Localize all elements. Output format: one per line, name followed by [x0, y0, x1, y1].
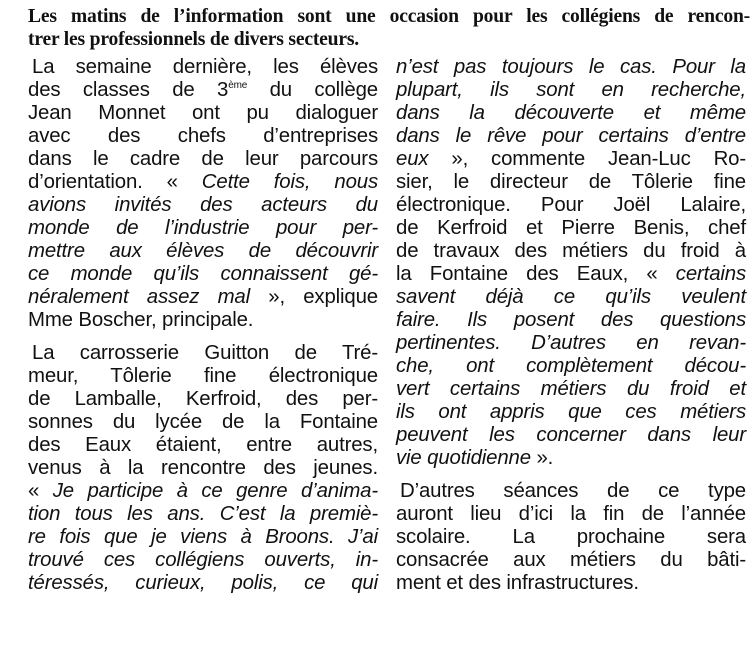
text-line: vie quotidienne ».: [396, 447, 554, 469]
text-line: de Kerfroid et Pierre Benis, chef: [396, 217, 746, 239]
text-line: ment et des infrastructures.: [396, 572, 639, 594]
text-line: sonnes du lycée de la Fontaine: [28, 411, 378, 433]
paragraph-2: [28, 342, 378, 595]
lede-line-2: trer les professionnels de divers secteurs.: [28, 29, 359, 50]
text-line: téressés, curieux, polis, ce qui: [28, 572, 378, 594]
text-line: tion tous les ans. C’est la premiè-: [28, 503, 378, 525]
text-line: mettre aux élèves de découvrir: [28, 240, 378, 262]
text-line: avions invités des acteurs du: [28, 194, 378, 216]
paragraph-4: [396, 480, 746, 595]
text-line: dans la découverte et même: [396, 102, 746, 124]
text-line: pertinentes. D’autres en revan-: [396, 332, 746, 354]
text-line: D’autres séances de ce type: [400, 480, 746, 502]
text-line: néralement assez mal », explique: [28, 286, 378, 308]
text-line: d’orientation. « Cette fois, nous: [28, 171, 378, 193]
text-line: avec des chefs d’entreprises: [28, 125, 378, 147]
text-line: consacrée aux métiers du bâti-: [396, 549, 746, 571]
text-line: des classes de 3ème du collège: [28, 79, 378, 101]
article-lede: [28, 5, 750, 51]
text-line: des Eaux étaient, entre autres,: [28, 434, 378, 456]
text-line: plupart, ils sont en recherche,: [396, 79, 746, 101]
text-line: Jean Monnet ont pu dialoguer: [28, 102, 378, 124]
text-line: eux », commente Jean-Luc Ro-: [396, 148, 746, 170]
text-line: peuvent les concerner dans leur: [396, 424, 746, 446]
text-line: électronique. Pour Joël Lalaire,: [396, 194, 746, 216]
text-line: savent déjà ce qu’ils veulent: [396, 286, 746, 308]
paragraph-1: [28, 56, 378, 332]
right-column: [396, 56, 746, 595]
text-line: sier, le directeur de Tôlerie fine: [396, 171, 746, 193]
text-line: de Lamballe, Kerfroid, des per-: [28, 388, 378, 410]
text-line: la Fontaine des Eaux, « certains: [396, 263, 746, 285]
text-line: monde de l’industrie pour per-: [28, 217, 378, 239]
text-line: La semaine dernière, les élèves: [32, 56, 378, 78]
superscript: ème: [228, 80, 248, 92]
text-line: auront lieu d’ici la fin de l’année: [396, 503, 746, 525]
text-line: n’est pas toujours le cas. Pour la: [396, 56, 746, 78]
text-line: « Je participe à ce genre d’anima-: [28, 480, 378, 502]
text-line: trouvé ces collégiens ouverts, in-: [28, 549, 378, 571]
text-line: che, ont complètement décou-: [396, 355, 746, 377]
paragraph-3: [396, 56, 746, 470]
text-line: venus à la rencontre des jeunes.: [28, 457, 378, 479]
text-line: de travaux des métiers du froid à: [396, 240, 746, 262]
text-line: ce monde qu’ils connaissent gé-: [28, 263, 378, 285]
text-line: Mme Boscher, principale.: [28, 309, 254, 331]
text-line: dans le cadre de leur parcours: [28, 148, 378, 170]
text-line: meur, Tôlerie fine électronique: [28, 365, 378, 387]
text-line: re fois que je viens à Broons. J’ai: [28, 526, 378, 548]
text-line: La carrosserie Guitton de Tré-: [32, 342, 378, 364]
left-column: [28, 56, 378, 595]
column-divider: [382, 60, 383, 650]
text-line: vert certains métiers du froid et: [396, 378, 746, 400]
text-line: scolaire. La prochaine sera: [396, 526, 746, 548]
text-line: ils ont appris que ces métiers: [396, 401, 746, 423]
text-line: faire. Ils posent des questions: [396, 309, 746, 331]
text-line: dans le rêve pour certains d’entre: [396, 125, 746, 147]
lede-line-1: Les matins de l’information sont une occasion pour les collégiens de rencon-: [28, 6, 750, 27]
